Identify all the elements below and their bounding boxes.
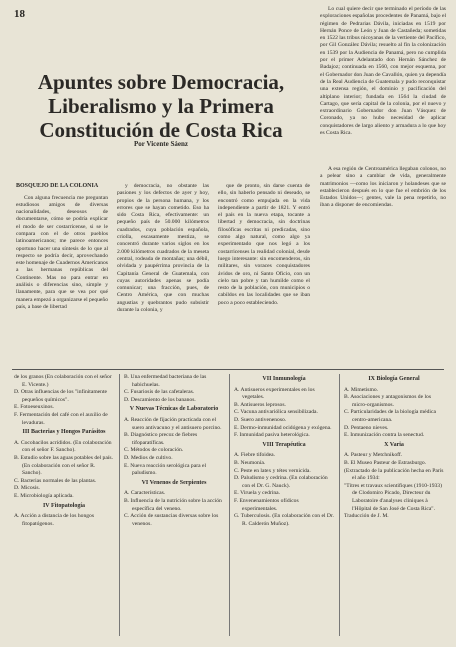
index-entry: A. Acción a distancia de los hongos fitopatógenos. [14, 513, 95, 527]
paragraph: Con alguna frecuencia me preguntan estudiosos amigos de diversas nacionalidades, deseosos de documentarse, cómo se podría explicar el modo de ser costarricense, si se le compara con el de otros pueblos latinoamericanos; me parece entonces oportuno hacer una síntesis de lo que al respecto se podría decir, aprovechando este homenaje de Cuadernos Americanos a las hermanas repúblicas del Continente. Mas no para entrar en análisis o diferencias sino, simple y llanamente, para que se vea por qué manera empezó a organizarse el pequeño país, a base de libertad [16, 194, 108, 310]
index-entry: D. Pentaeno nieves. [344, 424, 389, 431]
body-column-1 [16, 183, 108, 368]
index-entry: E. Inmunización contra la senectud. [344, 432, 425, 439]
index-entry: C. Vacuna antivariólica sensibilizada. [234, 409, 318, 416]
index-entry: A. Características. [124, 490, 166, 497]
column-divider [229, 374, 230, 636]
index-entry: C. Acción de sustancias diversas sobre los venenos. [124, 513, 219, 527]
index-entry: de los granos (En colaboración con el señor E. Vicente.) [14, 374, 112, 388]
index-entry: C. Fusariosis de las cafetaleras. [124, 389, 195, 396]
index-entry: F. Inmunidad pasiva heterológica. [234, 432, 310, 439]
index-entry: D. Medios de cultivo. [124, 454, 173, 461]
paragraph: y democracia, no obstante las pasiones y los defectos de ayer y hoy, propios de la persona humana, y los errores que se hayan cometido. Eso ha sido Costa Rica, efectivamente: un pequeño país de 50.000 kilómetros cuadrados, cuya población española, criolla, escasamente mestiza, se concentró durante varios siglos en los 2.000 kilómetros cuadrados de la meseta central, rodeada de montañas; una débil, olvidada y paupérrima provincia de la Capitanía General de Guatemala, con cuyas autoridades apenas se podía comunicar; una fracción, pues, de Centro América, que con muchas angustias y quebrantos pudo subsistir durante la colonia, y [117, 183, 209, 314]
index-entry: C. Peste en latex y tétes vernicida. [234, 467, 311, 474]
index-entry: D. Paludismo y cedrina. (En colaboración con el Dr. G. Nauck). [234, 475, 328, 489]
index-entry: E. Viruela y cedrina. [234, 490, 281, 497]
index-column-c [234, 374, 334, 640]
paragraph: A esa región de Centroamérica llegaban colonos, no a pelear sino a cambiar de vida, generalmente matrimonios —como los iniciaron y holandeses que se establecieron después en lo que fue el embrión de los Estados Unidos—; gentes, vale la pena repetirlo, no iban a disponer de encomiendas. [320, 166, 446, 209]
index-entry: C. Bacterias normales de las plantas. [14, 477, 97, 484]
index-entry: C. Particularidades de la biología médica centro-americana. [344, 409, 436, 423]
index-entry: E. Dermo-inmunidad ocidógena y exógena. [234, 424, 332, 431]
body-column-3 [218, 183, 310, 368]
index-entry: E. Nueva reacción serológica para el paludismo. [124, 462, 206, 477]
section-divider [12, 369, 444, 370]
column-divider [119, 374, 120, 636]
index-entry: B. El Museo Pasteur de Estrasburgo. [344, 459, 427, 466]
index-heading: V Nuevas Técnicas de Laboratorio [129, 406, 219, 413]
index-entry: G. Tuberculosis. (En colaboración con el Dr. R. Calderón Muñoz). [234, 513, 334, 527]
index-entry: A. Cocobacilos acrídidos. (En colaboración con el señor F. Sancho). [14, 439, 112, 454]
paragraph: Lo cual quiere decir que terminado el período de las exploraciones españolas procedentes de Panamá, bajo el régimen de Pedrarias Dávila, iniciadas en 1519 por Hernán Ponce de León y Juan de Castañeda; sometidas en 1522 las tribus nicoyanas de la vertiente del Pacífico, por Gil González Dávila; resuelto al fin la colonización en 1539 por la Audiencia de Panamá, pero no cumplida por el primer Adelantado don Hernán Sánchez de Badajoz; continuada en 1560, con mejor esquema, por el Gobernador don Juan de Cavallón, quien ya dependía de la Real Audiencia de Guatemala y pudo reconquistar una extensa región, el dominio y pacificación del altiplano interior; fundada en 1564 la ciudad de Cartago, que sería capital de la colonia, por el nuevo y extraordinario Gobernador don Juan Vásquez de Coronado, ya no hubo necesidad de aplicar conquistadores de largo aliento y armadura a lo que hoy es Costa Rica. [320, 6, 446, 137]
body-column-2 [117, 183, 209, 368]
index-heading: VII Inmunología [262, 376, 306, 382]
index-entry: B. Antisueros leprosos. [234, 401, 286, 408]
right-column-bottom [320, 166, 446, 366]
index-heading: III Bacterias y Hongos Parásitos [22, 429, 106, 436]
index-heading: VIII Terapéutica [262, 441, 306, 448]
index-entry: D. Micosis. [14, 485, 40, 492]
column-divider [339, 374, 340, 636]
index-entry: E. Microbiología aplicada. [14, 492, 74, 499]
index-entry: B. Diagnóstico precoz de fiebres tifoparatíficas. [124, 432, 198, 446]
index-entry: (Extractado de la publicación hecha en París el año 1934: [344, 467, 444, 482]
index-entry: F. Fermentación del café con el auxilio de levaduras. [14, 411, 108, 426]
index-entry: B. Estudio sobre las aguas potables del país. (En colaboración con el señor R. Sancho). [14, 454, 113, 477]
index-column-a [14, 374, 114, 640]
index-entry: B. Una enfermedad bacteriana de las habichuelas. [124, 374, 207, 388]
index-entry: B. Asociaciones y antagonismos de los micro-organismos. [344, 394, 432, 408]
index-entry: D. Otras influencias de los "infinitamente pequeños químicos". [14, 389, 108, 403]
index-entry: D. Descamiento de los bananos. [124, 396, 196, 403]
index-entry: C. Métodos de coloración. [124, 447, 184, 454]
index-entry: A. Reacción de fijación practicada con el suero antivacuno y el antisuero porcino. [124, 416, 222, 431]
index-entry: A. Mimetismo. [344, 386, 379, 393]
index-heading: IX Biología General [368, 376, 420, 382]
index-column-d [344, 374, 444, 640]
index-heading: VI Venenos de Serpientes [141, 479, 207, 486]
index-entry: A. Fiebre tifoidea. [234, 452, 276, 459]
index-heading: IV Fitopatología [42, 502, 86, 509]
index-entry: "Títres et travaux scientifiques (1910-1933) de Clodomiro Picado, Directeur du Laboratoire d'analyses cliniques à l'Hôpital de San José de Costa Rica". [344, 482, 442, 512]
index-column-b [124, 374, 224, 640]
section-heading: BOSQUEJO DE LA COLONIA [16, 183, 99, 189]
right-column-top [320, 6, 446, 166]
article-title: Apuntes sobre Democracia, Liberalismo y la Primera Constitución de Costa Rica [37, 70, 285, 142]
index-entry: D. Suero antivenenoso. [234, 416, 287, 423]
index-entry: A. Antisueros experimentales en los vegetales. [234, 386, 315, 401]
article-author: Por Vicente Sáenz [134, 140, 188, 148]
index-entry: B. Influencia de la nutrición sobre la acción específica del veneno. [124, 497, 222, 512]
index-heading: X Varia [384, 441, 404, 448]
index-entry: B. Neumonía. [234, 459, 266, 466]
index-entry: E. Fotoeseuxinos. [14, 404, 54, 411]
index-entry: F. Envenenamientos ofídicos experimentales. [234, 497, 299, 512]
index-entry: A. Pasteur y Metchnikoff. [344, 452, 403, 459]
page-number: 18 [14, 8, 25, 20]
index-entry: Traducción de J. M. [344, 513, 389, 520]
paragraph: que de pronto, sin darse cuenta de ello, sin haberlo pensado ni deseado, se encontró como empujada en la vida independiente a partir de 1821. Y entró el país en la nueva etapa, tocante a libertad y democracia, sin doctrinas filosóficas escritas ni predicadas, sino como algo natural, como algo ya experimentado que nos legó a los costarricenses la realidad colonial, desde luego interesante: sin encomenderos, sin militares, sin voraces conquistadores ávidos de oro, ni Santo Oficio, con un cielo tan pobre y tan humilde como el resto de la población, con municipios o cabildos en las localidades que se iban poco a poco estableciendo. [218, 183, 310, 306]
